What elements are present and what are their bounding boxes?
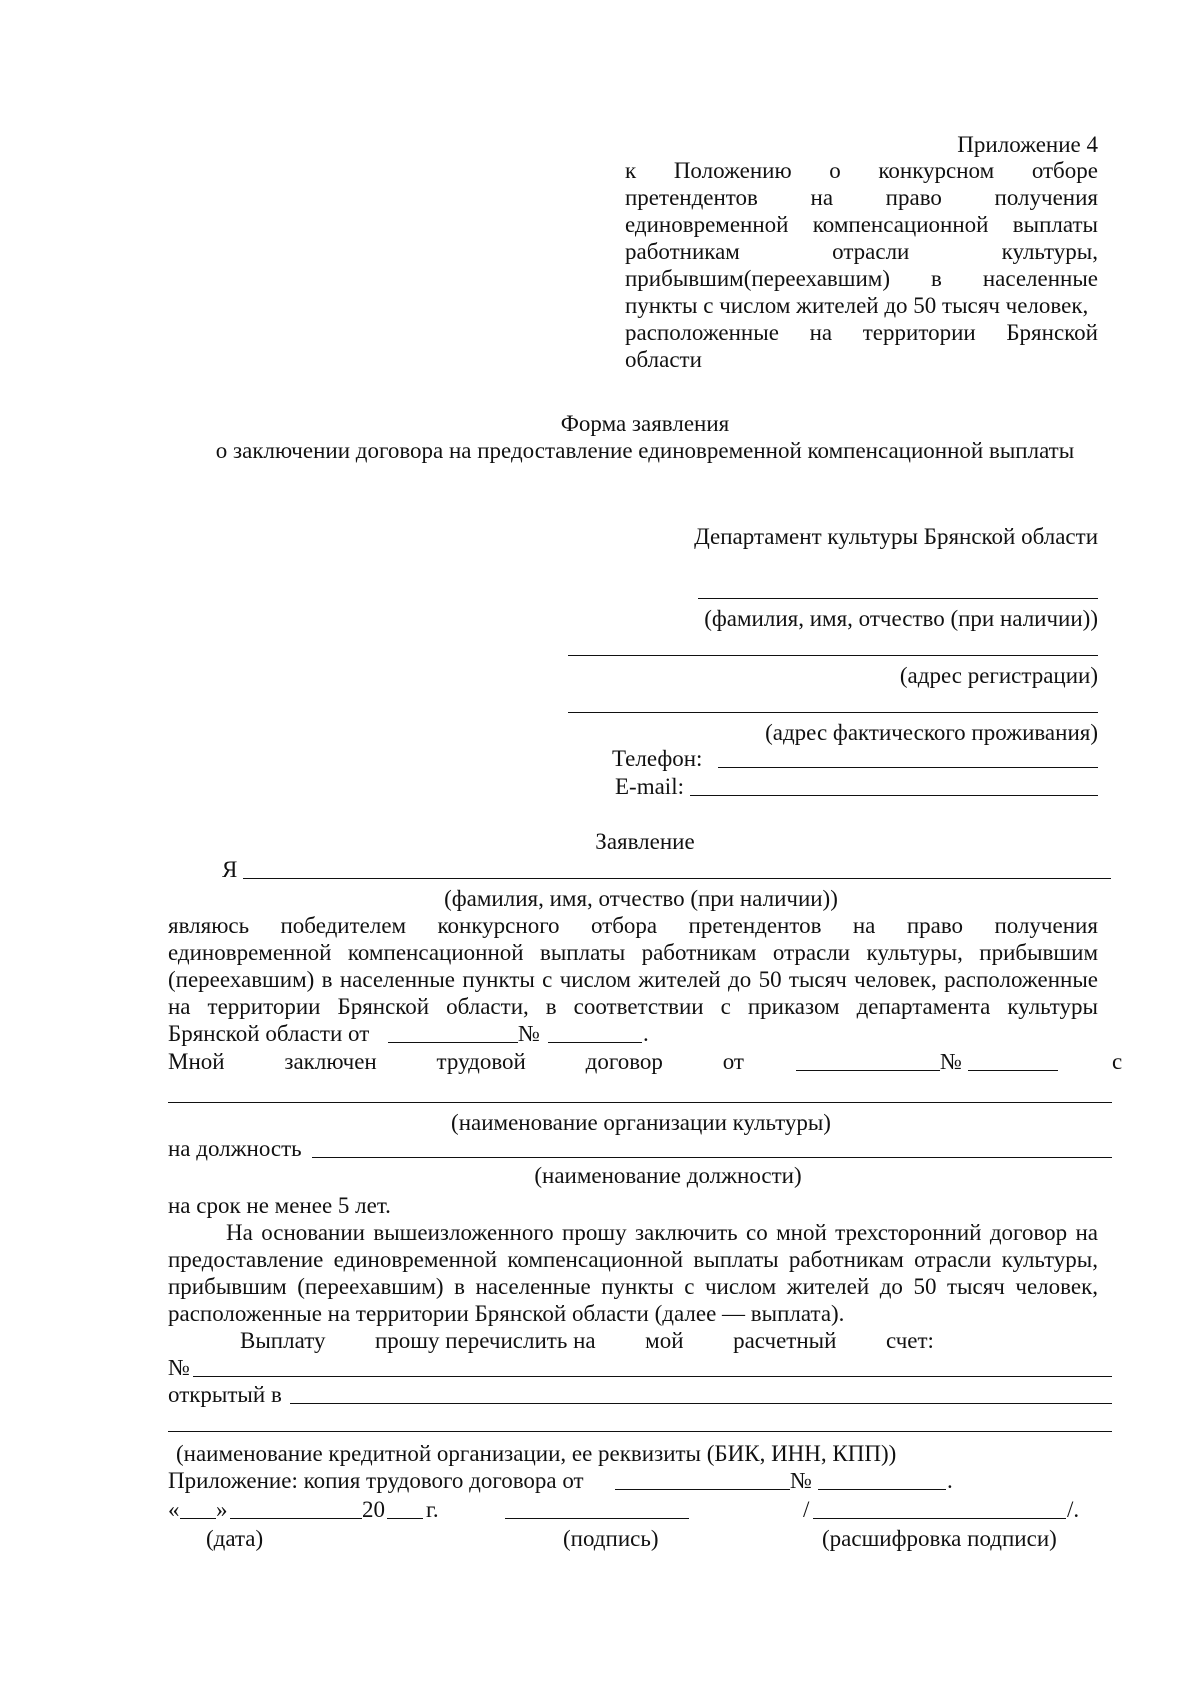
bank-caption: (наименование кредитной организации, ее реквизиты (БИК, ИНН, КПП))	[176, 1441, 897, 1466]
account-number-line[interactable]	[193, 1376, 1112, 1377]
email-label: E-mail:	[615, 774, 684, 799]
account-no-label: №	[168, 1355, 190, 1380]
date-year-line[interactable]	[387, 1518, 423, 1519]
appendix-line	[625, 157, 1098, 184]
appendix-word: компенсационной	[812, 212, 989, 237]
bank-line-2[interactable]	[168, 1431, 1112, 1432]
paragraph1-line3: (переехавшим) в населенные пункты с числом жителей до 50 тысяч человек, расположенные	[168, 967, 1098, 992]
appendix-word: получения	[994, 185, 1098, 210]
term-text: на срок не менее 5 лет.	[168, 1193, 391, 1218]
appendix-word: Брянской	[1006, 320, 1098, 345]
appendix-word: области	[625, 347, 702, 372]
applicant-fio-caption: (фамилия, имя, отчество (при наличии))	[444, 886, 838, 911]
ya-label: Я	[222, 857, 238, 882]
paragraph1-word: являюсь	[168, 913, 250, 938]
contract-number-line[interactable]	[968, 1070, 1058, 1071]
appendix-word: отрасли	[832, 239, 910, 264]
paragraph2-line1: На основании вышеизложенного прошу заключить со мной трехсторонний договор на	[226, 1220, 1098, 1245]
appendix-word: работникам	[625, 239, 740, 264]
applicant-fio-line[interactable]	[243, 878, 1111, 879]
appendix-word: культуры,	[1001, 239, 1098, 264]
contract-word: заключен	[284, 1049, 377, 1074]
paragraph1-line2: единовременной компенсационной выплаты работникам отрасли культуры, прибывшим	[168, 940, 1098, 965]
contract-word: от	[722, 1049, 744, 1074]
contract-word: Мной	[168, 1049, 225, 1074]
appendix-word: пункты с числом жителей до 50 тысяч человек,	[625, 293, 1089, 318]
organization-caption: (наименование организации культуры)	[451, 1110, 831, 1135]
paragraph1-word: претендентов	[688, 913, 822, 938]
paragraph1-line1	[168, 912, 1098, 939]
contract-word: трудовой	[436, 1049, 526, 1074]
contract-sentence	[168, 1048, 744, 1075]
date-close-quote: »	[216, 1497, 228, 1522]
appendix-word: отборе	[1031, 158, 1098, 183]
payment-word: прошу перечислить на	[375, 1328, 596, 1353]
organization-line[interactable]	[168, 1102, 1112, 1103]
contract-no-label: №	[940, 1049, 962, 1074]
contract-word: договор	[585, 1049, 663, 1074]
bank-line-1[interactable]	[290, 1403, 1112, 1404]
date-open-quote: «	[168, 1497, 180, 1522]
contract-date-line[interactable]	[796, 1070, 940, 1071]
appendix-word: прибывшим(переехавшим)	[625, 266, 890, 291]
position-label: на должность	[168, 1136, 302, 1161]
attachment-number-line[interactable]	[818, 1489, 946, 1490]
order-date-line[interactable]	[388, 1042, 518, 1043]
paragraph1-word: право	[906, 913, 964, 938]
paragraph2-line2: предоставление единовременной компенсационной выплаты работникам отрасли культуры,	[168, 1247, 1098, 1272]
order-end: .	[643, 1021, 649, 1046]
position-caption: (наименование должности)	[534, 1163, 802, 1188]
appendix-line	[625, 184, 1098, 211]
signature-line[interactable]	[505, 1518, 689, 1519]
appendix-word: претендентов	[625, 185, 758, 210]
paragraph2-last-line: расположенные на территории Брянской области (далее — выплата).	[168, 1301, 845, 1326]
attachment-prefix: Приложение: копия трудового договора от	[168, 1468, 584, 1493]
paragraph1-word: победителем	[280, 913, 407, 938]
fio-line[interactable]	[698, 598, 1098, 599]
appendix-word: право	[885, 185, 942, 210]
appendix-line	[625, 346, 1098, 373]
order-number-line[interactable]	[548, 1042, 642, 1043]
paragraph1-word: получения	[994, 913, 1098, 938]
position-line[interactable]	[312, 1157, 1112, 1158]
appendix-word: к	[625, 158, 637, 183]
payment-word: расчетный	[733, 1328, 837, 1353]
appendix-word: территории	[862, 320, 976, 345]
attachment-end: .	[947, 1468, 953, 1493]
statement-heading: Заявление	[595, 829, 695, 854]
appendix-word: расположенные	[625, 320, 779, 345]
appendix-word: в	[930, 266, 942, 291]
date-day-line[interactable]	[180, 1518, 216, 1519]
payment-word: Выплату	[240, 1328, 326, 1353]
appendix-line	[625, 265, 1098, 292]
appendix-word: населенные	[982, 266, 1098, 291]
decoding-line[interactable]	[813, 1518, 1066, 1519]
appendix-word: Положению	[673, 158, 792, 183]
date-month-line[interactable]	[230, 1518, 362, 1519]
appendix-word: единовременной	[625, 212, 789, 237]
appendix-word: конкурсном	[878, 158, 995, 183]
phone-line[interactable]	[718, 767, 1098, 768]
paragraph2-line3: прибывшим (переехавшим) в населенные пункты с числом жителей до 50 тысяч человек,	[168, 1274, 1098, 1299]
actual-address-caption: (адрес фактического проживания)	[765, 720, 1098, 745]
paragraph1-word: отбора	[590, 913, 658, 938]
appendix-word: на	[810, 185, 834, 210]
appendix-title: Приложение 4	[957, 132, 1098, 157]
attachment-no-label: №	[790, 1468, 812, 1493]
payment-request	[240, 1327, 934, 1354]
department-name: Департамент культуры Брянской области	[694, 524, 1098, 549]
payment-word: мой	[645, 1328, 684, 1353]
order-prefix: Брянской области от	[168, 1021, 370, 1046]
appendix-line	[625, 238, 1098, 265]
date-year-prefix: 20	[362, 1497, 385, 1522]
paragraph1-body	[168, 939, 1098, 1020]
signature-caption: (подпись)	[563, 1526, 659, 1551]
form-title: Форма заявления	[560, 411, 730, 436]
form-subtitle: о заключении договора на предоставление единовременной компенсационной выплаты	[215, 438, 1075, 463]
decoding-caption: (расшифровка подписи)	[822, 1526, 1057, 1551]
opened-in-label: открытый в	[168, 1382, 282, 1407]
email-line[interactable]	[690, 795, 1098, 796]
paragraph1-word: конкурсного	[437, 913, 560, 938]
appendix-word: на	[809, 320, 833, 345]
decoding-slash-open: /	[803, 1497, 810, 1522]
appendix-word: о	[829, 158, 841, 183]
decoding-slash-close: /.	[1067, 1497, 1080, 1522]
actual-address-line[interactable]	[568, 712, 1098, 713]
appendix-line	[625, 319, 1098, 346]
registration-address-line[interactable]	[568, 655, 1098, 656]
appendix-word: выплаты	[1012, 212, 1098, 237]
order-no-label: №	[518, 1021, 540, 1046]
registration-caption: (адрес регистрации)	[899, 663, 1098, 688]
appendix-line	[625, 211, 1098, 238]
payment-word: счет:	[885, 1328, 934, 1353]
paragraph2-body	[168, 1219, 1098, 1300]
paragraph1-word: на	[852, 913, 876, 938]
paragraph1-line4: на территории Брянской области, в соответствии с приказом департамента культуры	[168, 994, 1098, 1019]
contract-with: с	[1112, 1049, 1123, 1074]
fio-caption: (фамилия, имя, отчество (при наличии))	[704, 606, 1098, 631]
date-g: г.	[426, 1497, 439, 1522]
appendix-text	[625, 157, 1098, 373]
date-caption: (дата)	[206, 1526, 264, 1551]
appendix-line	[625, 292, 1098, 319]
attachment-date-line[interactable]	[615, 1489, 790, 1490]
phone-label: Телефон:	[612, 746, 703, 771]
